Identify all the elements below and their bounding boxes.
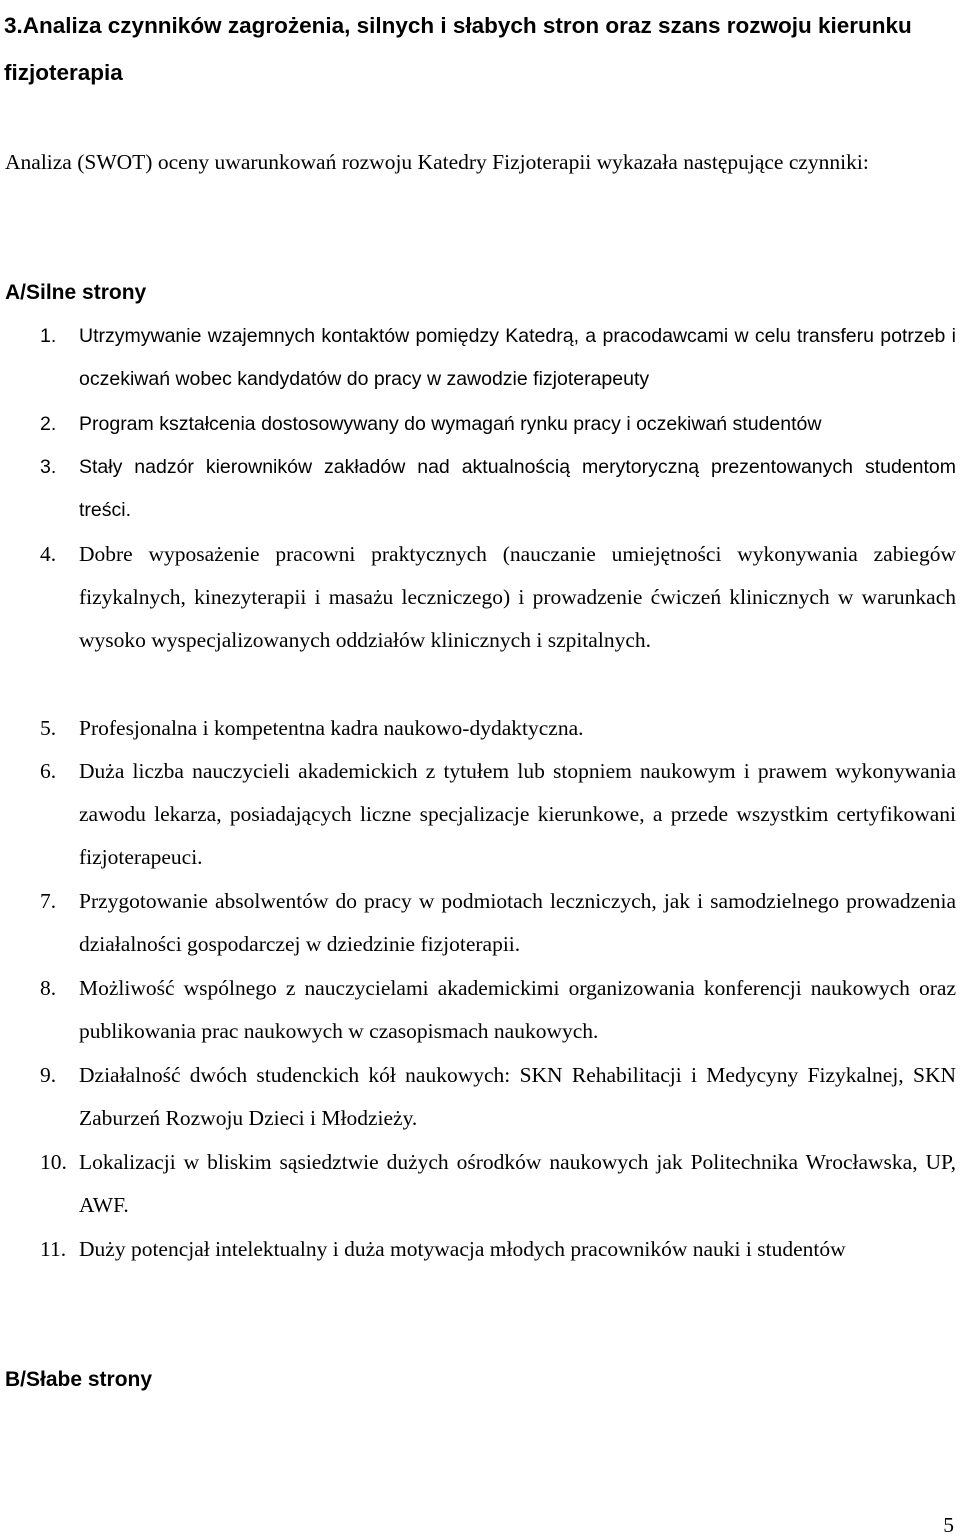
list-item-number: 7. (40, 889, 57, 913)
list-item-number: 1. (40, 325, 57, 347)
list-item-text: Stały nadzór kierowników zakładów nad aktualnością merytoryczną prezentowanych studentom treści. (79, 456, 956, 521)
list-item-number: 3. (40, 456, 57, 478)
list-item-text: Możliwość wspólnego z nauczycielami akademickimi organizowania konferencji naukowych oraz publikowania prac naukowych w czasopismach naukowych. (79, 976, 956, 1043)
strengths-label: A/Silne strony (5, 281, 147, 304)
intro-paragraph: Analiza (SWOT) oceny uwarunkowań rozwoju Katedry Fizjoterapii wykazała następujące czynniki: (5, 150, 869, 174)
list-item-text: Utrzymywanie wzajemnych kontaktów pomiędzy Katedrą, a pracodawcami w celu transferu potrzeb i oczekiwań wobec kandydatów do pracy w zawodzie fizjoterapeuty (79, 325, 956, 390)
page-number: 5 (943, 1513, 954, 1537)
list-item-number: 2. (40, 413, 57, 435)
section-heading: 3.Analiza czynników zagrożenia, silnych i słabych stron oraz szans rozwoju kierunku fizjoterapia (4, 13, 912, 85)
list-item-text: Duża liczba nauczycieli akademickich z tytułem lub stopniem naukowym i prawem wykonywania zawodu lekarza, posiadających liczne specjalizacje kierunkowe, a przede wszystkim certyfikowani fizjoterapeuci. (79, 759, 956, 869)
list-item-text: Działalność dwóch studenckich kół naukowych: SKN Rehabilitacji i Medycyny Fizykalnej, SKN Zaburzeń Rozwoju Dzieci i Młodzieży. (79, 1063, 956, 1130)
list-item-number: 5. (40, 716, 57, 740)
list-item-text: Dobre wyposażenie pracowni praktycznych (nauczanie umiejętności wykonywania zabiegów fizykalnych, kinezyterapii i masażu leczniczego) i prowadzenie ćwiczeń klinicznych w warunkach wysoko wyspecjalizowanych oddziałów klinicznych i szpitalnych. (79, 542, 956, 652)
list-item-text: Lokalizacji w bliskim sąsiedztwie dużych ośrodków naukowych jak Politechnika Wrocławska, UP, AWF. (79, 1150, 956, 1217)
list-item-number: 4. (40, 542, 57, 566)
list-item-number: 11. (40, 1237, 67, 1261)
list-item-number: 8. (40, 976, 57, 1000)
list-item-number: 9. (40, 1063, 57, 1087)
list-item-text: Duży potencjał intelektualny i duża motywacja młodych pracowników nauki i studentów (79, 1237, 846, 1261)
list-item-text: Profesjonalna i kompetentna kadra naukowo-dydaktyczna. (79, 716, 584, 740)
list-item-number: 10. (40, 1150, 67, 1174)
list-item-text: Przygotowanie absolwentów do pracy w podmiotach leczniczych, jak i samodzielnego prowadzenia działalności gospodarczej w dziedzinie fizjoterapii. (79, 889, 956, 956)
weaknesses-label: B/Słabe strony (5, 1368, 153, 1391)
list-item-text: Program kształcenia dostosowywany do wymagań rynku pracy i oczekiwań studentów (79, 413, 822, 435)
list-item-number: 6. (40, 759, 57, 783)
